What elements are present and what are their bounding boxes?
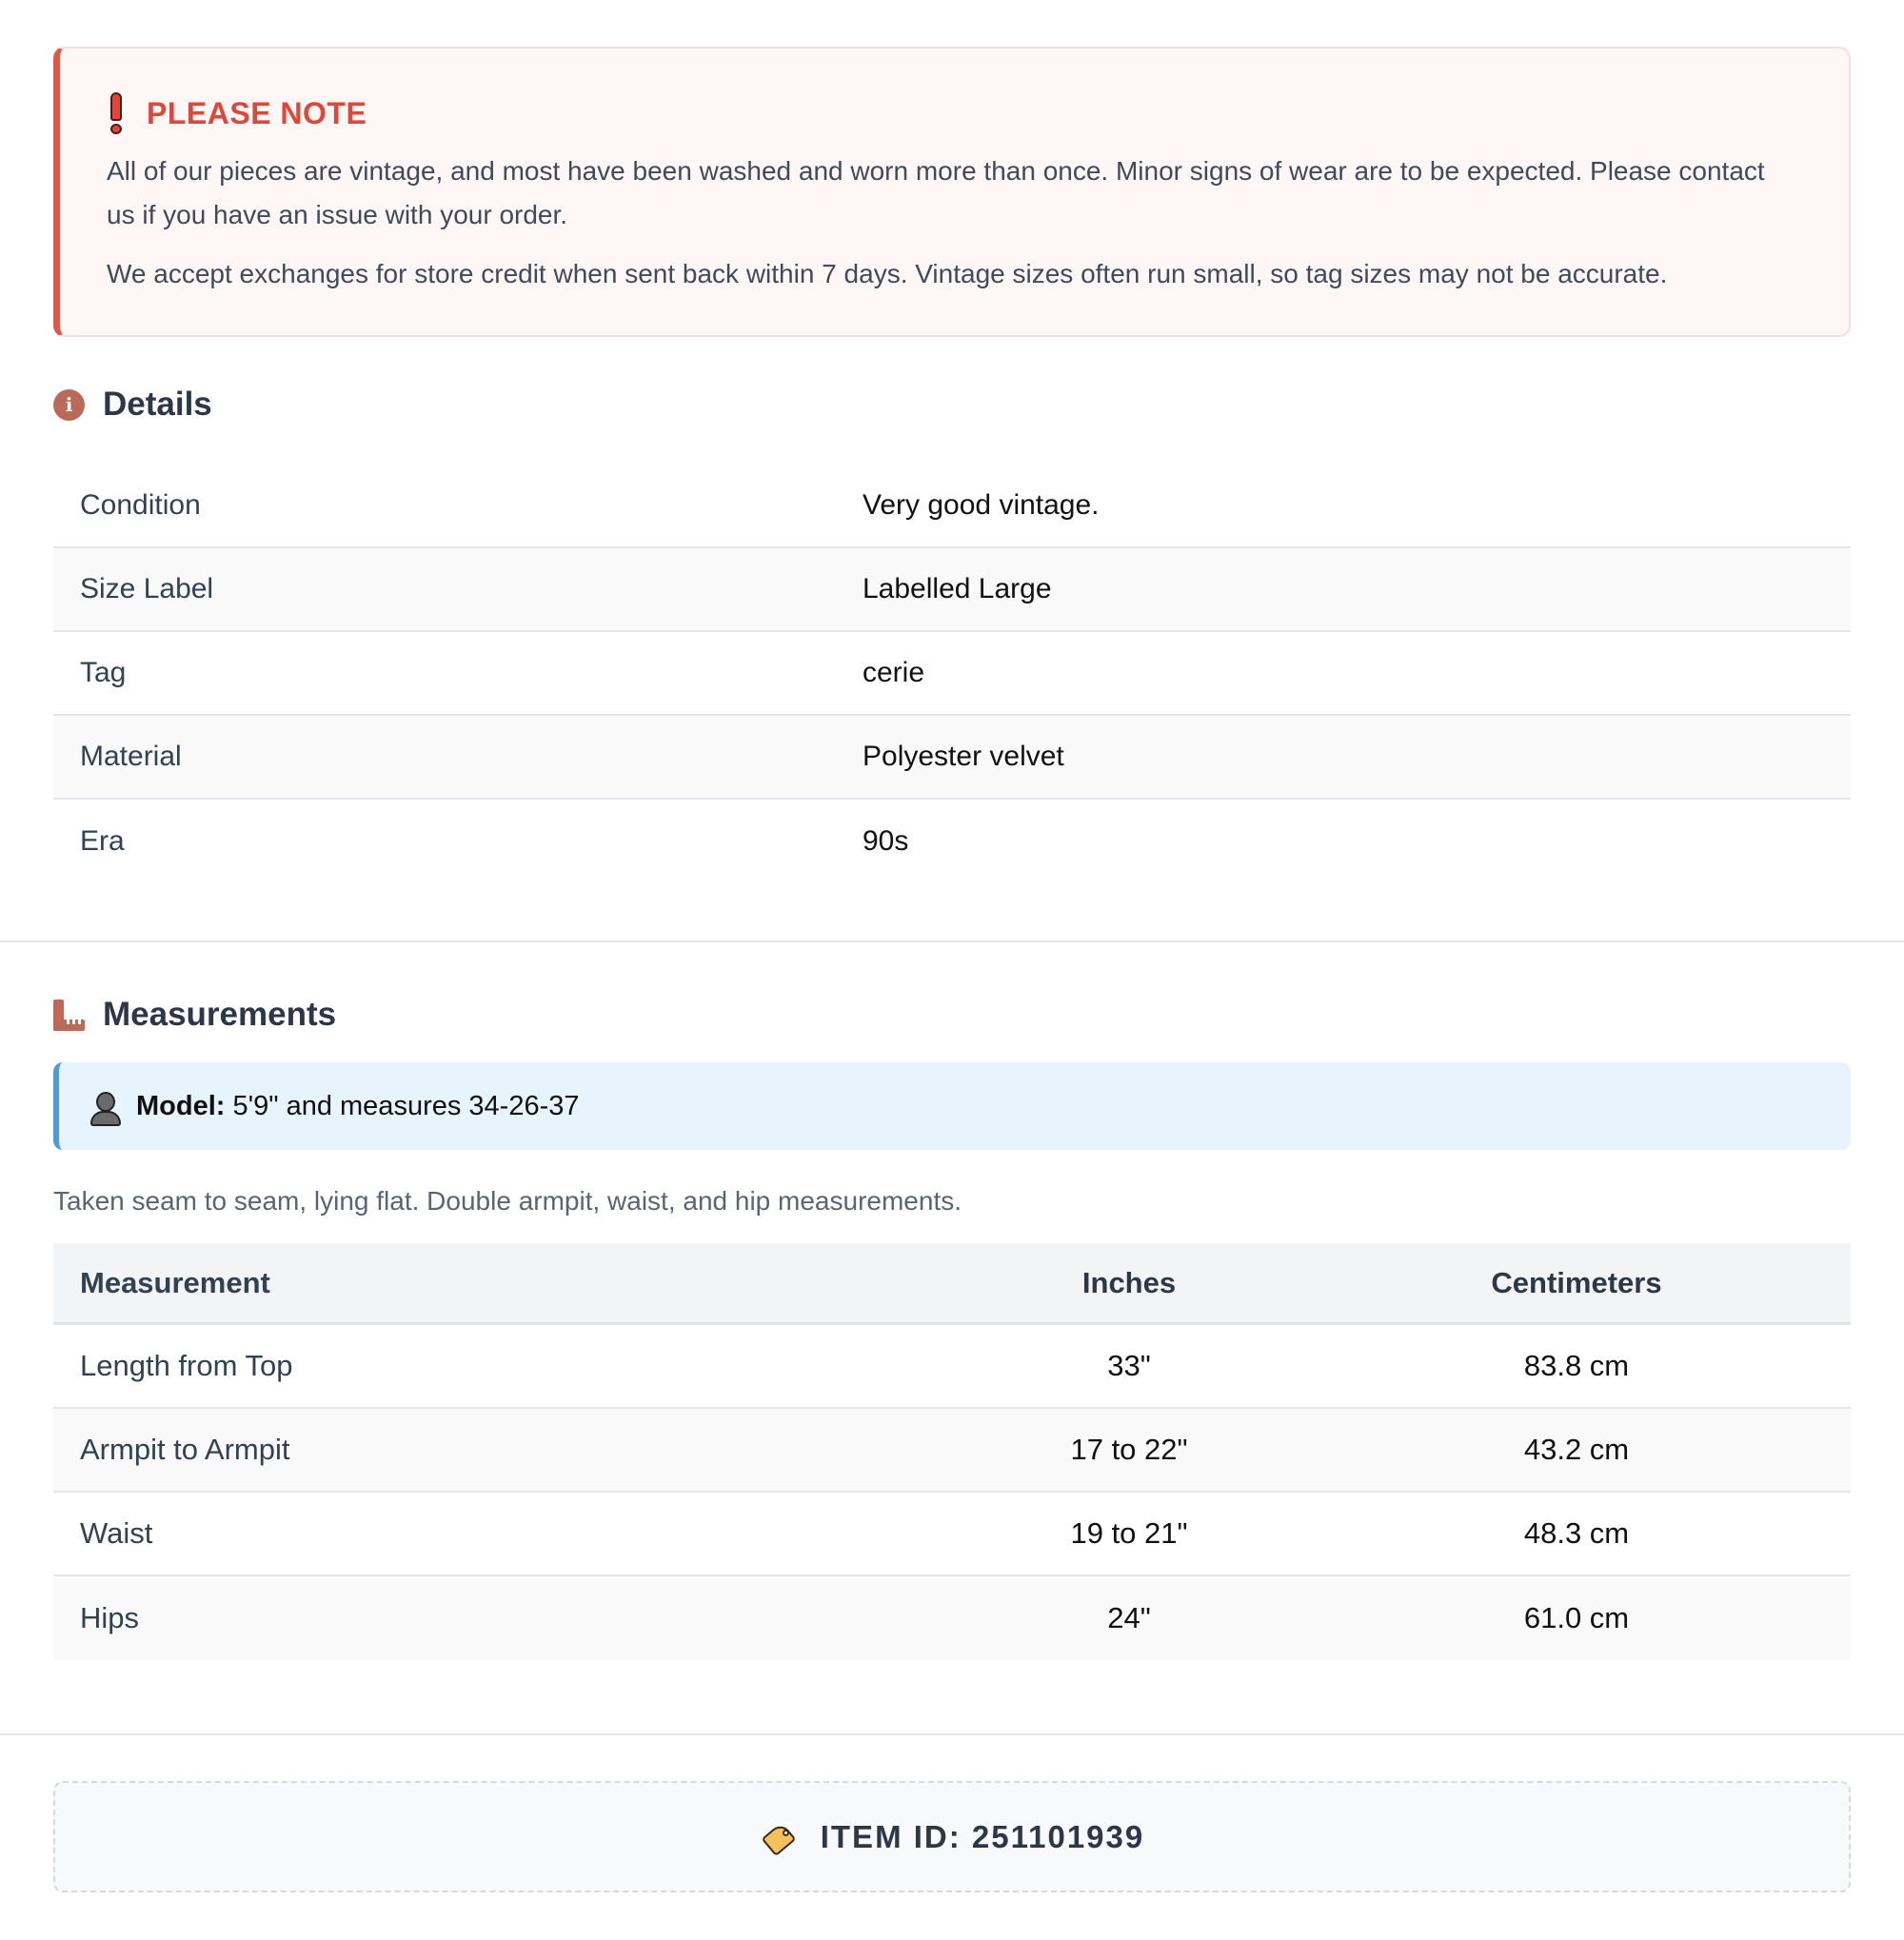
details-row-size-label xyxy=(53,548,1851,632)
info-icon: i xyxy=(53,389,85,421)
model-info-banner xyxy=(53,1062,1851,1150)
notice-paragraph-exchanges: We accept exchanges for store credit when sent back within 7 days. Vintage sizes often run small, so tag sizes may not be accurate. xyxy=(107,259,1668,288)
price-tag-icon xyxy=(760,1822,798,1860)
measurement-name: Hips xyxy=(80,1601,140,1634)
measurement-row-waist xyxy=(53,1493,1851,1576)
please-note-banner xyxy=(53,47,1851,337)
details-title: Details xyxy=(103,386,212,423)
measurement-inches: 24" xyxy=(1107,1601,1151,1634)
details-label: Material xyxy=(80,741,182,772)
measurement-cm: 83.8 cm xyxy=(1523,1349,1630,1382)
details-value: Polyester velvet xyxy=(863,741,1064,772)
details-value: 90s xyxy=(863,825,909,857)
details-value: Very good vintage. xyxy=(863,489,1100,521)
details-row-tag xyxy=(53,632,1851,716)
measurements-heading xyxy=(53,991,1851,1039)
model-label: Model: xyxy=(136,1090,226,1121)
measurement-row-length xyxy=(53,1325,1851,1409)
model-measurements-text: 5'9" and measures 34-26-37 xyxy=(232,1090,580,1121)
item-id-box xyxy=(53,1781,1851,1892)
ruler-icon xyxy=(53,1000,85,1031)
measurement-row-hips xyxy=(53,1576,1851,1660)
details-table xyxy=(53,465,1851,883)
measurement-cm: 61.0 cm xyxy=(1523,1601,1630,1634)
details-value: Labelled Large xyxy=(863,573,1052,604)
notice-title: PLEASE NOTE xyxy=(147,95,367,130)
details-label: Era xyxy=(80,825,125,857)
section-divider xyxy=(0,940,1904,942)
measurement-cm: 43.2 cm xyxy=(1523,1433,1630,1466)
measurement-inches: 33" xyxy=(1107,1349,1151,1382)
measurement-method-note: Taken seam to seam, lying flat. Double armpit, waist, and hip measurements. xyxy=(53,1186,962,1216)
section-divider xyxy=(0,1733,1904,1735)
header-inches: Inches xyxy=(1081,1265,1177,1299)
measurements-table-header xyxy=(53,1243,1851,1325)
notice-header xyxy=(107,90,1797,136)
measurements-title: Measurements xyxy=(103,996,337,1033)
measurement-name: Length from Top xyxy=(80,1349,293,1382)
details-heading xyxy=(53,381,1851,428)
item-id: ITEM ID: 251101939 xyxy=(820,1818,1145,1854)
details-label: Condition xyxy=(80,489,201,521)
measurement-cm: 48.3 cm xyxy=(1523,1516,1630,1550)
measurement-name: Armpit to Armpit xyxy=(80,1433,290,1466)
measurements-table xyxy=(53,1243,1851,1660)
details-row-era xyxy=(53,800,1851,883)
header-measurement: Measurement xyxy=(80,1265,270,1299)
details-row-condition xyxy=(53,465,1851,548)
details-label: Tag xyxy=(80,657,127,688)
header-centimeters: Centimeters xyxy=(1491,1265,1662,1299)
measurement-inches: 19 to 21" xyxy=(1070,1516,1188,1550)
details-row-material xyxy=(53,716,1851,800)
measurement-name: Waist xyxy=(80,1516,153,1550)
measurement-inches: 17 to 22" xyxy=(1070,1433,1188,1466)
details-value: cerie xyxy=(863,657,925,688)
details-label: Size Label xyxy=(80,573,214,604)
person-icon xyxy=(89,1092,122,1126)
notice-paragraph-wear: All of our pieces are vintage, and most have been washed and worn more than once. Minor signs of wear are to be expected. Please contact us if you have an issue with your order. xyxy=(107,156,1765,229)
exclamation-icon xyxy=(107,92,126,134)
measurement-row-armpit xyxy=(53,1409,1851,1493)
